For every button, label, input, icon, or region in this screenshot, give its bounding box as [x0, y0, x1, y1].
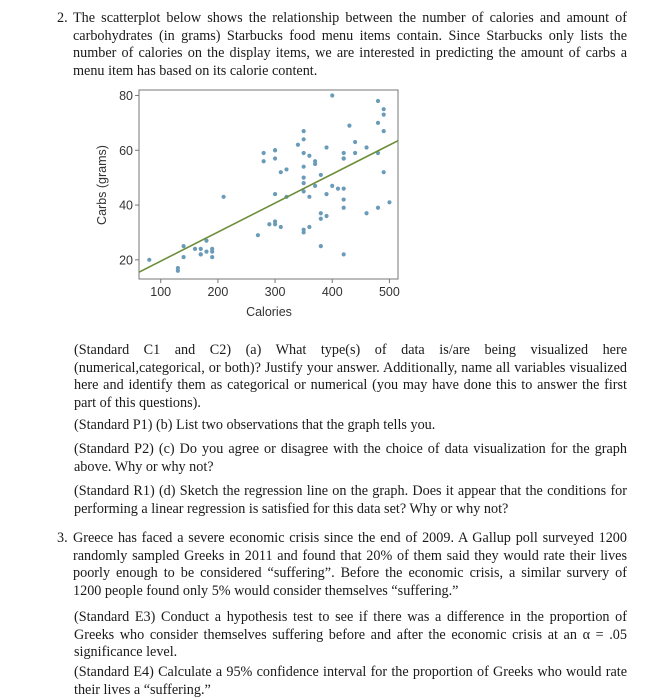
regression-line: [139, 141, 398, 272]
data-point: [302, 181, 306, 185]
x-axis-label: Calories: [246, 305, 292, 319]
x-tick-label: 100: [150, 285, 172, 299]
data-point: [222, 195, 226, 199]
y-axis-label: Carbs (grams): [95, 145, 109, 225]
data-point: [262, 159, 266, 163]
data-point: [382, 107, 386, 111]
data-point: [199, 252, 203, 256]
part-c: (Standard P2) (c) Do you agree or disagree with the choice of data visualization for the graph above. Why or why not?: [74, 441, 627, 475]
data-point: [364, 211, 368, 215]
x-tick-label: 400: [321, 285, 343, 299]
y-tick-label: 40: [119, 198, 133, 213]
data-point: [181, 244, 185, 248]
data-point: [273, 192, 277, 196]
data-point: [324, 192, 328, 196]
data-point: [296, 143, 300, 147]
data-point: [210, 250, 214, 254]
data-point: [319, 211, 323, 215]
data-point: [330, 93, 334, 97]
data-point: [353, 151, 357, 155]
data-point: [256, 233, 260, 237]
data-point: [307, 154, 311, 158]
data-point: [382, 170, 386, 174]
data-point: [302, 165, 306, 169]
data-point: [284, 167, 288, 171]
data-point: [376, 121, 380, 125]
data-point: [342, 156, 346, 160]
data-point: [147, 258, 151, 262]
data-point: [376, 206, 380, 210]
data-point: [364, 145, 368, 149]
problem-3: [57, 530, 627, 600]
data-point: [319, 217, 323, 221]
data-point: [176, 269, 180, 273]
part-e3: (Standard E3) Conduct a hypothesis test to see if there was a difference in the proportion of Greeks who consider themselves suffering before and after the economic crisis at an α = .05 significance level.: [74, 609, 627, 661]
data-point: [193, 247, 197, 251]
data-point: [319, 244, 323, 248]
data-point: [387, 200, 391, 204]
data-point: [273, 156, 277, 160]
data-point: [353, 140, 357, 144]
data-point: [382, 129, 386, 133]
x-tick-label: 200: [207, 285, 229, 299]
data-point: [307, 225, 311, 229]
data-point: [273, 148, 277, 152]
data-point: [262, 151, 266, 155]
scatterplot-chart: [90, 85, 410, 325]
data-point: [210, 255, 214, 259]
plot-frame: [139, 90, 398, 279]
data-point: [319, 173, 323, 177]
data-point: [204, 250, 208, 254]
data-point: [199, 247, 203, 251]
data-point: [342, 252, 346, 256]
data-point: [279, 225, 283, 229]
data-point: [302, 151, 306, 155]
data-point: [342, 151, 346, 155]
data-point: [302, 230, 306, 234]
data-point: [267, 222, 271, 226]
data-point: [324, 214, 328, 218]
data-point: [342, 197, 346, 201]
data-point: [181, 255, 185, 259]
data-point: [382, 113, 386, 117]
y-tick-label: 20: [119, 253, 133, 268]
data-point: [336, 187, 340, 191]
part-a: (Standard C1 and C2) (a) What type(s) of data is/are being visualized here (numerical,categorical, or both)? Justify your answer. Additionally, name all variables visualized here and identify them as categorical or numerical (you may have done this to answer the first part of this questions).: [74, 342, 627, 411]
part-e4: (Standard E4) Calculate a 95% confidence interval for the proportion of Greeks who would rate their lives a “suffering.”: [74, 664, 627, 698]
problem-number: 3.: [57, 530, 68, 546]
y-axis: [119, 89, 139, 267]
data-point: [307, 195, 311, 199]
problem-2: [57, 10, 627, 80]
data-points: [147, 93, 391, 273]
data-point: [279, 170, 283, 174]
problem-number: 2.: [57, 10, 68, 26]
data-point: [313, 162, 317, 166]
data-point: [302, 176, 306, 180]
data-point: [376, 99, 380, 103]
part-d: (Standard R1) (d) Sketch the regression line on the graph. Does it appear that the conditions for performing a linear regression is satisfied for this data set? Why or why not?: [74, 483, 627, 517]
y-tick-label: 60: [119, 143, 133, 158]
data-point: [302, 129, 306, 133]
data-point: [342, 187, 346, 191]
data-point: [347, 124, 351, 128]
data-point: [302, 137, 306, 141]
x-tick-label: 300: [264, 285, 286, 299]
x-tick-label: 500: [378, 285, 400, 299]
part-b: (Standard P1) (b) List two observations that the graph tells you.: [74, 417, 436, 433]
data-point: [273, 222, 277, 226]
y-tick-label: 80: [119, 88, 133, 103]
problem-text: Greece has faced a severe economic crisis since the end of 2009. A Gallup poll surveyed 1200 randomly sampled Greeks in 2011 and found that 20% of them said they would rate their lives poorly enough to be considered “suffering”. Before the economic crisis, a similar survery of 1200 people found only 5% would consider themselves “suffering.”: [73, 530, 627, 599]
x-axis: [150, 279, 400, 299]
problem-text: The scatterplot below shows the relationship between the number of calories and amount of carbohydrates (in grams) Starbucks food menu items contain. Since Starbucks only lists the number of calories on the display items, we are interested in predicting the amount of carbs a menu item has based on its calorie content.: [73, 10, 627, 79]
data-point: [324, 145, 328, 149]
data-point: [330, 184, 334, 188]
data-point: [342, 206, 346, 210]
